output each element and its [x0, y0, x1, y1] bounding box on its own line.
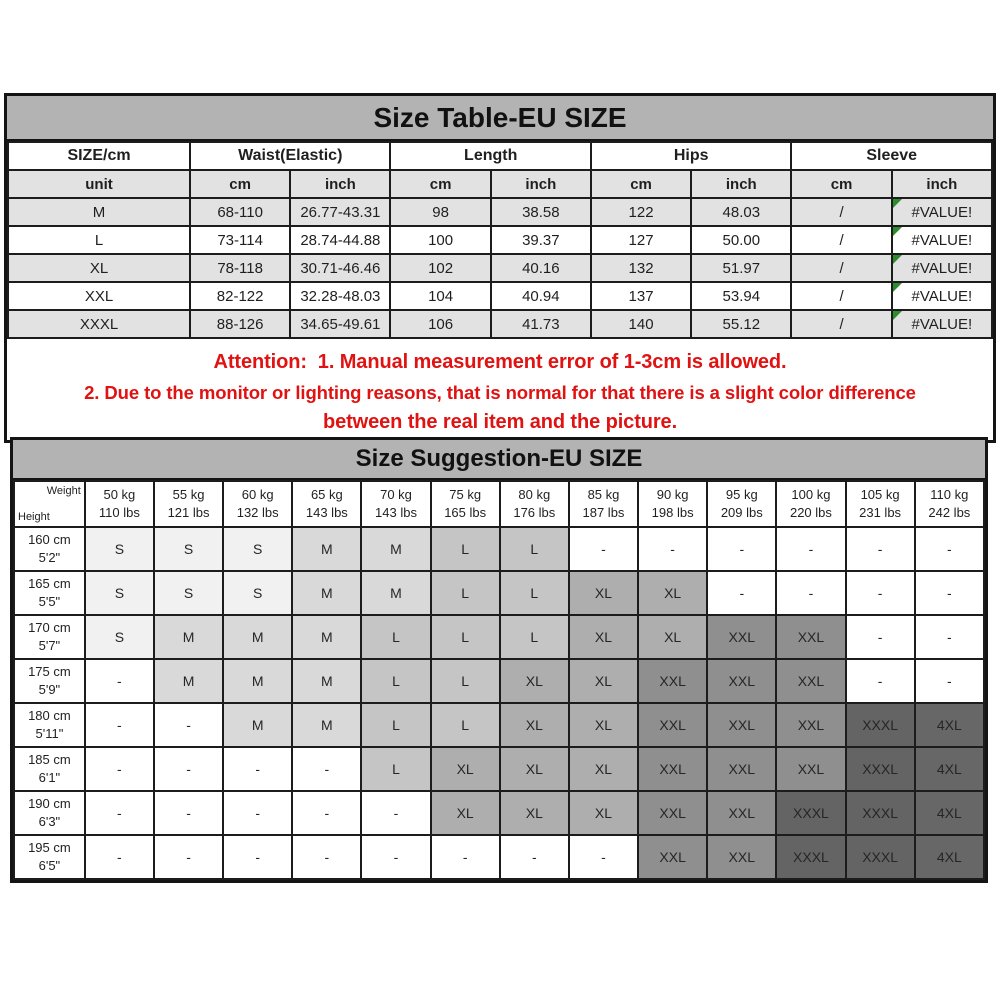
suggestion-row: [14, 703, 984, 747]
suggestion-size-cell: -: [569, 527, 638, 571]
suggestion-size-cell: XL: [638, 571, 707, 615]
weight-kg-label: 85 kg: [587, 487, 620, 502]
size-table: [7, 141, 993, 339]
suggestion-size-cell: 4XL: [915, 747, 984, 791]
suggestion-size-cell: -: [85, 703, 154, 747]
suggestion-size-cell: L: [361, 703, 430, 747]
suggestion-size-cell: XL: [569, 791, 638, 835]
weight-lbs-label: 132 lbs: [236, 505, 279, 520]
suggestion-size-cell: XXL: [638, 791, 707, 835]
size-row-label: L: [8, 226, 190, 254]
suggestion-size-cell: XXXL: [846, 747, 915, 791]
suggestion-size-cell: XXXL: [776, 791, 845, 835]
size-table-cell: /: [791, 310, 891, 338]
suggestion-size-cell: S: [85, 615, 154, 659]
size-table-row: [8, 254, 992, 282]
weight-header-cell: [85, 481, 154, 527]
weight-header-cell: [431, 481, 500, 527]
size-table-group-header: Sleeve: [791, 142, 992, 170]
suggestion-size-cell: XL: [569, 747, 638, 791]
suggestion-size-cell: L: [361, 659, 430, 703]
suggestion-size-cell: XL: [500, 659, 569, 703]
suggestion-size-cell: XXL: [707, 703, 776, 747]
size-table-unit-header-row: [8, 170, 992, 198]
weight-lbs-label: 165 lbs: [444, 505, 487, 520]
size-table-unit-header: cm: [390, 170, 490, 198]
size-table-cell: 137: [591, 282, 691, 310]
weight-kg-label: 100 kg: [791, 487, 831, 502]
excel-error-corner-icon: [893, 255, 902, 264]
suggestion-row: [14, 527, 984, 571]
suggestion-size-cell: L: [431, 615, 500, 659]
size-table-cell: /: [791, 254, 891, 282]
size-table-unit-header: inch: [290, 170, 390, 198]
size-table-group-header-row: [8, 142, 992, 170]
suggestion-size-cell: XL: [638, 615, 707, 659]
suggestion-size-cell: XXL: [707, 615, 776, 659]
weight-lbs-label: 110 lbs: [98, 505, 140, 520]
suggestion-size-cell: -: [915, 571, 984, 615]
height-cm-label: 170 cm: [28, 620, 71, 635]
size-table-cell: 98: [390, 198, 490, 226]
corner-weight-label: Weight: [46, 485, 81, 497]
size-table-cell: 28.74-44.88: [290, 226, 390, 254]
suggestion-size-cell: XXL: [638, 835, 707, 879]
suggestion-size-cell: 4XL: [915, 835, 984, 879]
suggestion-size-cell: -: [292, 835, 361, 879]
excel-error-corner-icon: [893, 311, 902, 320]
suggestion-size-cell: -: [846, 615, 915, 659]
suggestion-size-cell: L: [431, 571, 500, 615]
suggestion-size-cell: XXL: [707, 835, 776, 879]
suggestion-size-cell: L: [431, 527, 500, 571]
suggestion-size-cell: XXL: [707, 659, 776, 703]
weight-header-cell: [638, 481, 707, 527]
size-table-cell: #VALUE!: [892, 310, 992, 338]
suggestion-size-cell: -: [154, 791, 223, 835]
size-table-cell: 127: [591, 226, 691, 254]
suggestion-size-cell: M: [292, 527, 361, 571]
size-table-cell: 104: [390, 282, 490, 310]
height-ft-label: 5'7": [38, 638, 61, 653]
suggestion-size-cell: XL: [431, 791, 500, 835]
suggestion-size-cell: M: [223, 703, 292, 747]
weight-header-cell: [707, 481, 776, 527]
size-table-cell: 82-122: [190, 282, 290, 310]
suggestion-size-cell: XXL: [707, 747, 776, 791]
size-table-unit-header: inch: [691, 170, 791, 198]
attention-line-3: between the real item and the picture.: [322, 411, 678, 433]
suggestion-size-cell: -: [223, 747, 292, 791]
suggestion-size-cell: -: [223, 791, 292, 835]
suggestion-size-cell: -: [361, 791, 430, 835]
weight-lbs-label: 220 lbs: [789, 505, 832, 520]
suggestion-size-cell: -: [154, 703, 223, 747]
weight-lbs-label: 176 lbs: [513, 505, 556, 520]
suggestion-size-cell: -: [361, 835, 430, 879]
suggestion-size-cell: XXL: [707, 791, 776, 835]
size-table-unit-header: cm: [791, 170, 891, 198]
weight-kg-label: 60 kg: [241, 487, 274, 502]
suggestion-size-cell: XXL: [776, 659, 845, 703]
suggestion-size-cell: XXXL: [846, 703, 915, 747]
suggestion-size-cell: M: [292, 659, 361, 703]
excel-error-corner-icon: [893, 227, 902, 236]
suggestion-row: [14, 747, 984, 791]
size-table-row: [8, 226, 992, 254]
size-row-label: M: [8, 198, 190, 226]
suggestion-row: [14, 615, 984, 659]
suggestion-size-cell: M: [154, 615, 223, 659]
suggestion-size-cell: L: [500, 527, 569, 571]
size-table-cell: 100: [390, 226, 490, 254]
suggestion-size-cell: -: [915, 659, 984, 703]
size-table-group-header: Length: [390, 142, 590, 170]
height-ft-label: 6'1": [38, 770, 61, 785]
suggestion-size-cell: XXL: [776, 703, 845, 747]
suggestion-size-cell: -: [915, 615, 984, 659]
height-cm-label: 160 cm: [28, 532, 71, 547]
suggestion-size-cell: -: [846, 527, 915, 571]
size-table-group-header: Waist(Elastic): [190, 142, 390, 170]
size-suggestion-panel: [10, 437, 988, 883]
size-table-group-header: SIZE/cm: [8, 142, 190, 170]
suggestion-size-cell: -: [776, 527, 845, 571]
size-table-unit-header: cm: [591, 170, 691, 198]
attention-note: [7, 339, 993, 440]
suggestion-size-cell: M: [154, 659, 223, 703]
suggestion-size-cell: M: [223, 615, 292, 659]
size-table-cell: 106: [390, 310, 490, 338]
weight-lbs-label: 231 lbs: [859, 505, 902, 520]
suggestion-size-cell: -: [292, 747, 361, 791]
weight-lbs-label: 143 lbs: [375, 505, 417, 520]
height-row-label: [14, 571, 85, 615]
size-table-cell: 132: [591, 254, 691, 282]
suggestion-size-cell: M: [223, 659, 292, 703]
suggestion-size-cell: XL: [569, 659, 638, 703]
suggestion-size-cell: S: [223, 571, 292, 615]
suggestion-size-cell: XXXL: [776, 835, 845, 879]
size-table-unit-header: unit: [8, 170, 190, 198]
suggestion-header-row: [14, 481, 984, 527]
suggestion-size-cell: S: [223, 527, 292, 571]
weight-header-cell: [569, 481, 638, 527]
suggestion-size-cell: L: [361, 615, 430, 659]
height-ft-label: 5'11": [35, 726, 64, 741]
weight-header-cell: [776, 481, 845, 527]
size-table-cell: 34.65-49.61: [290, 310, 390, 338]
suggestion-size-cell: -: [292, 791, 361, 835]
size-row-label: XXXL: [8, 310, 190, 338]
suggestion-size-cell: -: [915, 527, 984, 571]
suggestion-size-cell: 4XL: [915, 703, 984, 747]
suggestion-size-cell: L: [500, 571, 569, 615]
weight-kg-label: 70 kg: [380, 487, 412, 502]
suggestion-size-cell: M: [292, 615, 361, 659]
size-table-cell: #VALUE!: [892, 282, 992, 310]
size-table-cell: 78-118: [190, 254, 290, 282]
height-cm-label: 185 cm: [28, 752, 71, 767]
size-table-cell: 38.58: [491, 198, 591, 226]
attention-line-2: 2. Due to the monitor or lighting reasons, that is normal for that there is a slight color difference: [84, 382, 916, 403]
size-table-unit-header: inch: [892, 170, 992, 198]
size-table-unit-header: cm: [190, 170, 290, 198]
suggestion-size-cell: S: [154, 527, 223, 571]
weight-lbs-label: 242 lbs: [928, 505, 971, 520]
weight-kg-label: 110 kg: [930, 487, 969, 502]
size-table-cell: 41.73: [491, 310, 591, 338]
suggestion-row: [14, 791, 984, 835]
size-table-cell: 40.16: [491, 254, 591, 282]
suggestion-size-cell: M: [292, 571, 361, 615]
size-table-cell: /: [791, 198, 891, 226]
suggestion-size-cell: -: [500, 835, 569, 879]
size-table-cell: 39.37: [491, 226, 591, 254]
size-table-row: [8, 198, 992, 226]
suggestion-size-cell: M: [361, 571, 430, 615]
weight-kg-label: 50 kg: [103, 487, 136, 502]
height-row-label: [14, 747, 85, 791]
weight-lbs-label: 121 lbs: [167, 505, 210, 520]
suggestion-size-cell: XL: [569, 615, 638, 659]
suggestion-size-cell: L: [431, 659, 500, 703]
height-ft-label: 5'2": [38, 550, 61, 565]
height-ft-label: 6'3": [38, 814, 61, 829]
suggestion-size-cell: XL: [500, 747, 569, 791]
suggestion-size-cell: XXXL: [846, 835, 915, 879]
size-table-unit-header: inch: [491, 170, 591, 198]
suggestion-size-cell: XXL: [776, 615, 845, 659]
size-table-cell: 140: [591, 310, 691, 338]
suggestion-size-cell: XL: [431, 747, 500, 791]
weight-lbs-label: 198 lbs: [651, 505, 694, 520]
height-cm-label: 195 cm: [28, 840, 71, 855]
weight-header-cell: [915, 481, 984, 527]
size-suggestion-table: [13, 480, 985, 880]
excel-error-corner-icon: [893, 283, 902, 292]
suggestion-row: [14, 571, 984, 615]
size-table-cell: 102: [390, 254, 490, 282]
weight-kg-label: 55 kg: [172, 487, 205, 502]
height-row-label: [14, 615, 85, 659]
weight-header-cell: [292, 481, 361, 527]
height-row-label: [14, 703, 85, 747]
suggestion-size-cell: -: [707, 527, 776, 571]
size-table-cell: 51.97: [691, 254, 791, 282]
size-table-row: [8, 282, 992, 310]
size-row-label: XL: [8, 254, 190, 282]
weight-lbs-label: 187 lbs: [582, 505, 625, 520]
size-table-cell: 50.00: [691, 226, 791, 254]
suggestion-size-cell: -: [154, 835, 223, 879]
size-table-cell: 53.94: [691, 282, 791, 310]
suggestion-row: [14, 835, 984, 879]
attention-line-1: Attention: 1. Manual measurement error of 1-3cm is allowed.: [213, 351, 787, 373]
suggestion-size-cell: -: [85, 659, 154, 703]
suggestion-size-cell: XL: [569, 703, 638, 747]
size-table-cell: #VALUE!: [892, 254, 992, 282]
size-table-cell: 68-110: [190, 198, 290, 226]
size-suggestion-title: Size Suggestion-EU SIZE: [13, 440, 985, 480]
size-table-cell: 40.94: [491, 282, 591, 310]
size-table-cell: 32.28-48.03: [290, 282, 390, 310]
size-table-group-header: Hips: [591, 142, 791, 170]
excel-error-corner-icon: [893, 199, 902, 208]
height-row-label: [14, 659, 85, 703]
weight-kg-label: 75 kg: [449, 487, 482, 502]
weight-lbs-label: 143 lbs: [305, 505, 348, 520]
suggestion-size-cell: XXL: [638, 659, 707, 703]
height-cm-label: 165 cm: [28, 576, 71, 591]
suggestion-size-cell: -: [846, 659, 915, 703]
height-cm-label: 180 cm: [28, 708, 71, 723]
weight-header-cell: [500, 481, 569, 527]
height-cm-label: 190 cm: [28, 796, 71, 811]
suggestion-size-cell: -: [569, 835, 638, 879]
weight-header-cell: [361, 481, 430, 527]
weight-header-cell: [846, 481, 915, 527]
height-ft-label: 5'9": [38, 682, 61, 697]
size-table-body: [8, 198, 992, 338]
size-table-cell: 48.03: [691, 198, 791, 226]
height-row-label: [14, 791, 85, 835]
weight-kg-label: 105 kg: [860, 487, 900, 502]
size-table-cell: #VALUE!: [892, 198, 992, 226]
suggestion-size-cell: M: [361, 527, 430, 571]
weight-kg-label: 95 kg: [725, 487, 758, 502]
height-row-label: [14, 527, 85, 571]
size-table-cell: 55.12: [691, 310, 791, 338]
height-cm-label: 175 cm: [28, 664, 71, 679]
weight-header-cell: [223, 481, 292, 527]
size-table-cell: 30.71-46.46: [290, 254, 390, 282]
weight-lbs-label: 209 lbs: [720, 505, 763, 520]
suggestion-size-cell: -: [776, 571, 845, 615]
suggestion-size-cell: -: [223, 835, 292, 879]
suggestion-size-cell: -: [154, 747, 223, 791]
suggestion-size-cell: M: [292, 703, 361, 747]
size-row-label: XXL: [8, 282, 190, 310]
suggestion-size-cell: XXL: [638, 703, 707, 747]
weight-height-corner-cell: [14, 481, 85, 527]
suggestion-size-cell: -: [707, 571, 776, 615]
suggestion-size-cell: S: [154, 571, 223, 615]
weight-kg-label: 65 kg: [310, 487, 343, 502]
size-table-cell: /: [791, 282, 891, 310]
weight-kg-label: 80 kg: [518, 487, 551, 502]
suggestion-size-cell: XXL: [776, 747, 845, 791]
suggestion-size-cell: -: [85, 791, 154, 835]
height-ft-label: 5'5": [38, 594, 61, 609]
corner-height-label: Height: [18, 511, 50, 523]
suggestion-size-cell: S: [85, 527, 154, 571]
size-table-cell: 122: [591, 198, 691, 226]
height-ft-label: 6'5": [38, 858, 61, 873]
suggestion-size-cell: L: [500, 615, 569, 659]
suggestion-size-cell: XXL: [638, 747, 707, 791]
suggestion-row: [14, 659, 984, 703]
size-table-cell: 26.77-43.31: [290, 198, 390, 226]
size-table-cell: /: [791, 226, 891, 254]
suggestion-size-cell: L: [361, 747, 430, 791]
suggestion-size-cell: XL: [569, 571, 638, 615]
size-table-row: [8, 310, 992, 338]
size-table-panel: [4, 93, 996, 443]
weight-kg-label: 90 kg: [656, 487, 689, 502]
weight-header-cell: [154, 481, 223, 527]
size-table-cell: 73-114: [190, 226, 290, 254]
suggestion-size-cell: -: [431, 835, 500, 879]
size-table-cell: 88-126: [190, 310, 290, 338]
suggestion-size-cell: -: [846, 571, 915, 615]
suggestion-size-cell: -: [638, 527, 707, 571]
suggestion-size-cell: XXXL: [846, 791, 915, 835]
suggestion-size-cell: 4XL: [915, 791, 984, 835]
suggestion-size-cell: -: [85, 747, 154, 791]
height-row-label: [14, 835, 85, 879]
suggestion-size-cell: L: [431, 703, 500, 747]
suggestion-size-cell: XL: [500, 703, 569, 747]
suggestion-size-cell: -: [85, 835, 154, 879]
size-table-title: Size Table-EU SIZE: [7, 96, 993, 141]
size-table-cell: #VALUE!: [892, 226, 992, 254]
suggestion-size-cell: S: [85, 571, 154, 615]
suggestion-size-cell: XL: [500, 791, 569, 835]
suggestion-body: [14, 527, 984, 879]
